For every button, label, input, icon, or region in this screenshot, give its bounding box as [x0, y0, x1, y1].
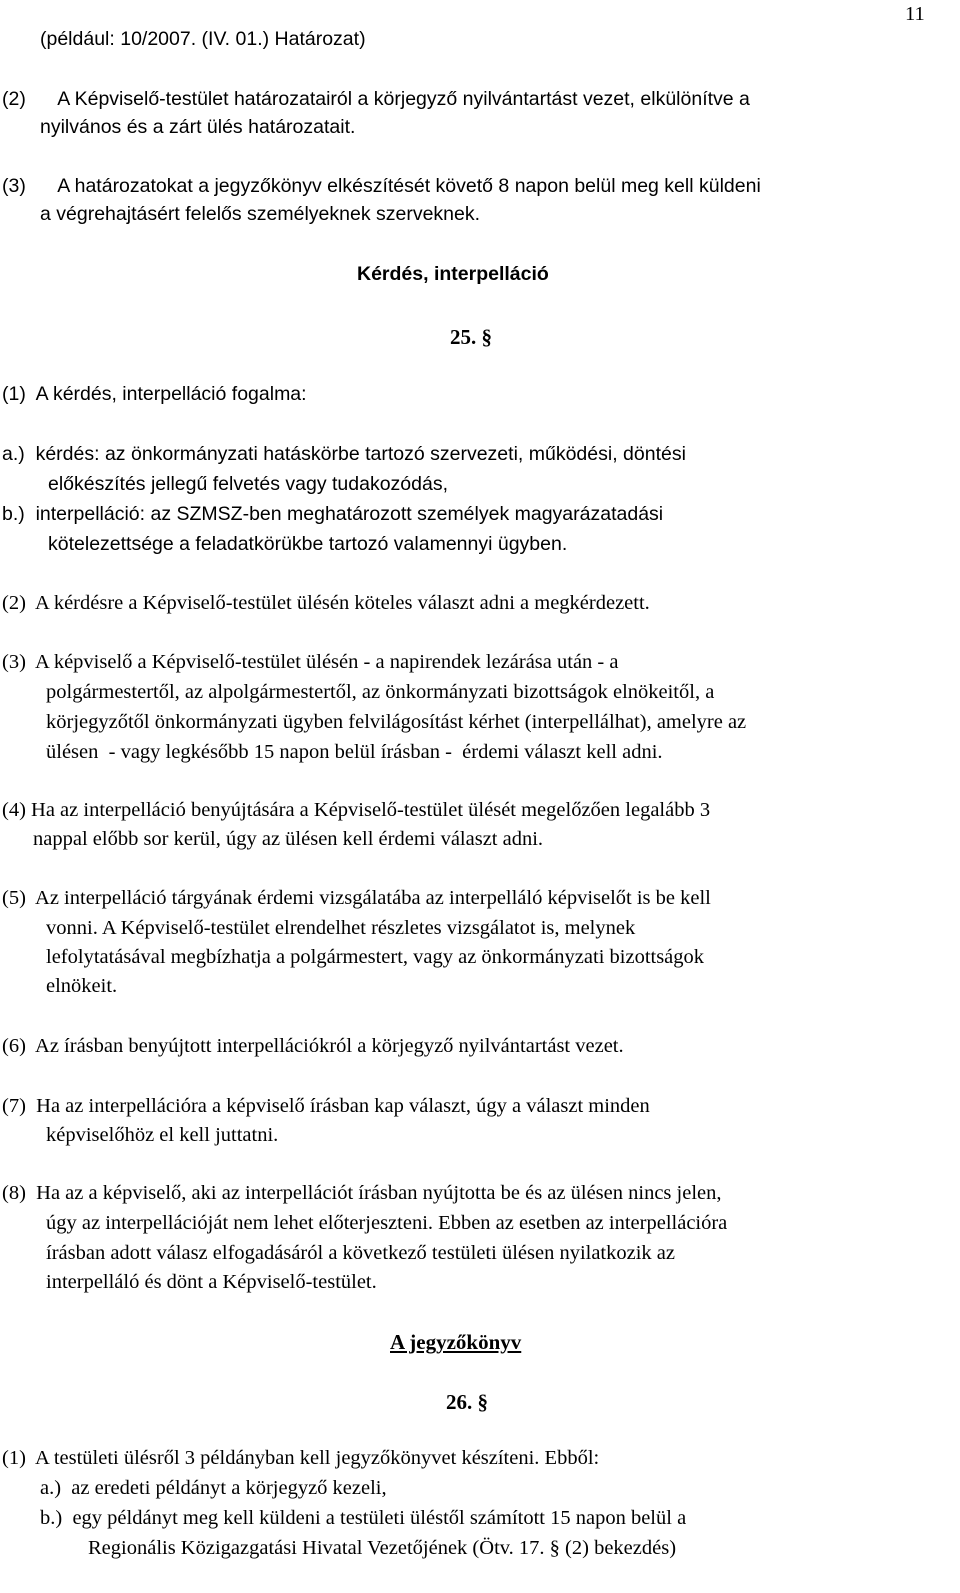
- text-line: ülésen - vagy legkésőbb 15 napon belül írásban - érdemi választ kell adni.: [46, 741, 663, 763]
- text-line: képviselőhöz el kell juttatni.: [46, 1124, 279, 1146]
- page-number: 11: [905, 3, 925, 25]
- text-line: körjegyzőtől önkormányzati ügyben felvilágosítást kérhet (interpellálhat), amelyre az: [46, 711, 747, 733]
- text-line: (például: 10/2007. (IV. 01.) Határozat): [40, 28, 366, 50]
- section-number: 25. §: [450, 325, 492, 349]
- text-line: úgy az interpellációját nem lehet előterjeszteni. Ebben az esetben az interpellációra: [46, 1212, 728, 1234]
- text-line: nappal előbb sor kerül, úgy az ülésen kell érdemi választ adni.: [33, 828, 544, 850]
- text-line: polgármestertől, az alpolgármestertől, az önkormányzati bizottságok elnökeitől, a: [46, 681, 715, 703]
- text-line: a végrehajtásért felelős személyeknek szerveknek.: [40, 203, 481, 225]
- text-line: elnökeit.: [46, 975, 118, 997]
- text-line: (6) Az írásban benyújtott interpellációkról a körjegyző nyilvántartást vezet.: [2, 1035, 624, 1057]
- text-line: (2) A kérdésre a Képviselő-testület ülésén köteles választ adni a megkérdezett.: [2, 592, 650, 614]
- text-line: kötelezettsége a feladatkörükbe tartozó valamennyi ügyben.: [48, 533, 568, 555]
- text-line: (5) Az interpelláció tárgyának érdemi vizsgálatába az interpelláló képviselőt is be kell: [2, 887, 711, 909]
- text-line: vonni. A Képviselő-testület elrendelhet részletes vizsgálatot is, melynek: [46, 917, 636, 939]
- text-line: b.) egy példányt meg kell küldeni a testületi üléstől számított 15 napon belül a: [40, 1507, 687, 1529]
- text-line: írásban adott válasz elfogadásáról a következő testületi ülésen nyilatkozik az: [46, 1242, 675, 1264]
- text-line: (1) A testületi ülésről 3 példányban kell jegyzőkönyvet készíteni. Ebből:: [2, 1447, 600, 1469]
- text-line: (2) A Képviselő-testület határozatairól a körjegyző nyilvántartást vezet, elkülönítve a: [2, 88, 750, 110]
- text-line: a.) az eredeti példányt a körjegyző kezeli,: [40, 1477, 387, 1499]
- text-line: (3) A határozatokat a jegyzőkönyv elkészítését követő 8 napon belül meg kell küldeni: [2, 175, 761, 197]
- text-line: interpelláló és dönt a Képviselő-testület.: [46, 1271, 377, 1293]
- text-line: (3) A képviselő a Képviselő-testület ülésén - a napirendek lezárása után - a: [2, 651, 619, 673]
- section-heading: A jegyzőkönyv: [390, 1330, 522, 1354]
- text-line: (7) Ha az interpellációra a képviselő írásban kap választ, úgy a választ minden: [2, 1095, 650, 1117]
- section-number: 26. §: [446, 1390, 488, 1414]
- text-line: (1) A kérdés, interpelláció fogalma:: [2, 383, 307, 405]
- section-heading: Kérdés, interpelláció: [357, 263, 549, 285]
- text-line: (4) Ha az interpelláció benyújtására a Képviselő-testület ülését megelőzően legalább 3: [2, 799, 711, 821]
- text-line: a.) kérdés: az önkormányzati hatáskörbe tartozó szervezeti, működési, döntési: [2, 443, 686, 465]
- text-line: nyilvános és a zárt ülés határozatait.: [40, 116, 356, 138]
- text-line: Regionális Közigazgatási Hivatal Vezetőjének (Ötv. 17. § (2) bekezdés): [88, 1537, 677, 1559]
- text-line: lefolytatásával megbízhatja a polgármestert, vagy az önkormányzati bizottságok: [46, 946, 705, 968]
- text-line: (8) Ha az a képviselő, aki az interpellációt írásban nyújtotta be és az ülésen nincs jelen,: [2, 1182, 722, 1204]
- text-line: előkészítés jellegű felvetés vagy tudakozódás,: [48, 473, 448, 495]
- text-line: b.) interpelláció: az SZMSZ-ben meghatározott személyek magyarázatadási: [2, 503, 664, 525]
